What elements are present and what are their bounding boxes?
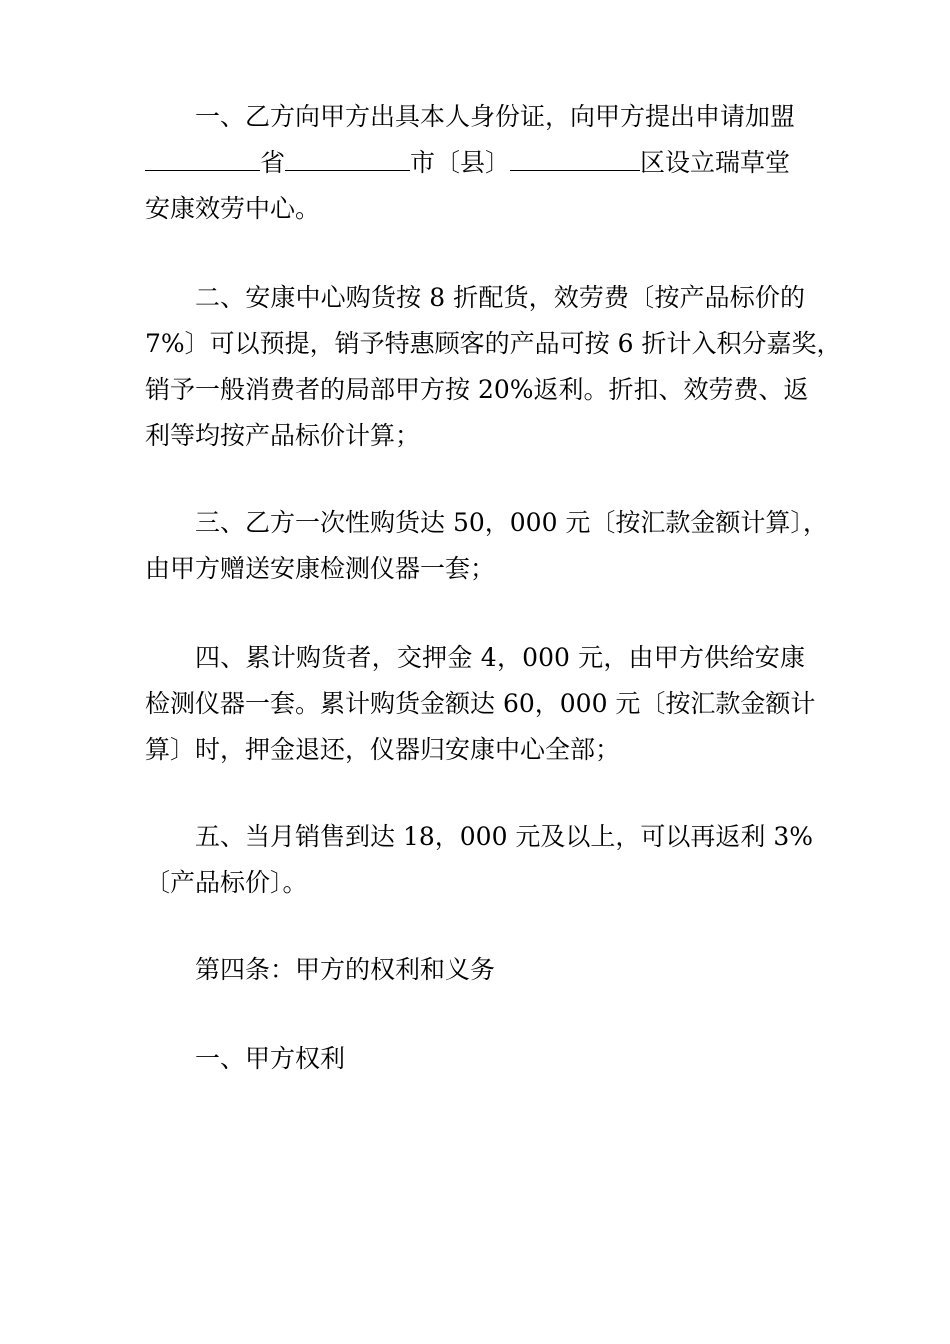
city-label: 市〔县〕 [410,148,511,177]
clause-1-line-2 [145,140,805,186]
province-blank[interactable] [145,144,260,171]
clause-2-line-4: 利等均按产品标价计算； [145,421,421,450]
city-blank[interactable] [285,144,410,171]
clause-5-line-2: 〔产品标价〕。 [145,868,308,897]
clause-3-line-1: 三、乙方一次性购货达 50，000 元〔按汇款金额计算〕， [195,508,828,537]
clause-5-line-1: 五、当月销售到达 18，000 元及以上，可以再返利 3% [195,822,814,851]
clause-2 [145,275,842,459]
province-label: 省 [260,148,286,177]
district-blank[interactable] [510,144,640,171]
clause-3 [145,500,828,592]
clause-4-line-1: 四、累计购货者，交押金 4，000 元，由甲方供给安康 [195,643,805,672]
article-4-heading: 第四条：甲方的权利和义务 [195,955,496,984]
district-label: 区设立瑞草堂 [640,148,791,177]
clause-1 [145,94,805,232]
clause-3-line-2: 由甲方赠送安康检测仪器一套； [145,554,496,583]
clause-5 [145,814,814,906]
clause-4 [145,635,816,773]
clause-4-line-2: 检测仪器一套。累计购货金额达 60，000 元〔按汇款金额计 [145,689,816,718]
clause-2-line-3: 销予一般消费者的局部甲方按 20%返利。折扣、效劳费、返 [145,375,809,404]
clause-2-line-2: 7%〕可以预提，销予特惠顾客的产品可按 6 折计入积分嘉奖， [145,329,842,358]
clause-1-line-1: 一、乙方向甲方出具本人身份证，向甲方提出申请加盟 [195,102,796,131]
clause-2-line-1: 二、安康中心购货按 8 折配货，效劳费〔按产品标价的 [195,283,805,312]
clause-1-line-3: 安康效劳中心。 [145,194,321,223]
subheading-rights: 一、甲方权利 [195,1044,346,1073]
clause-4-line-3: 算〕时，押金退还，仪器归安康中心全部； [145,735,621,764]
